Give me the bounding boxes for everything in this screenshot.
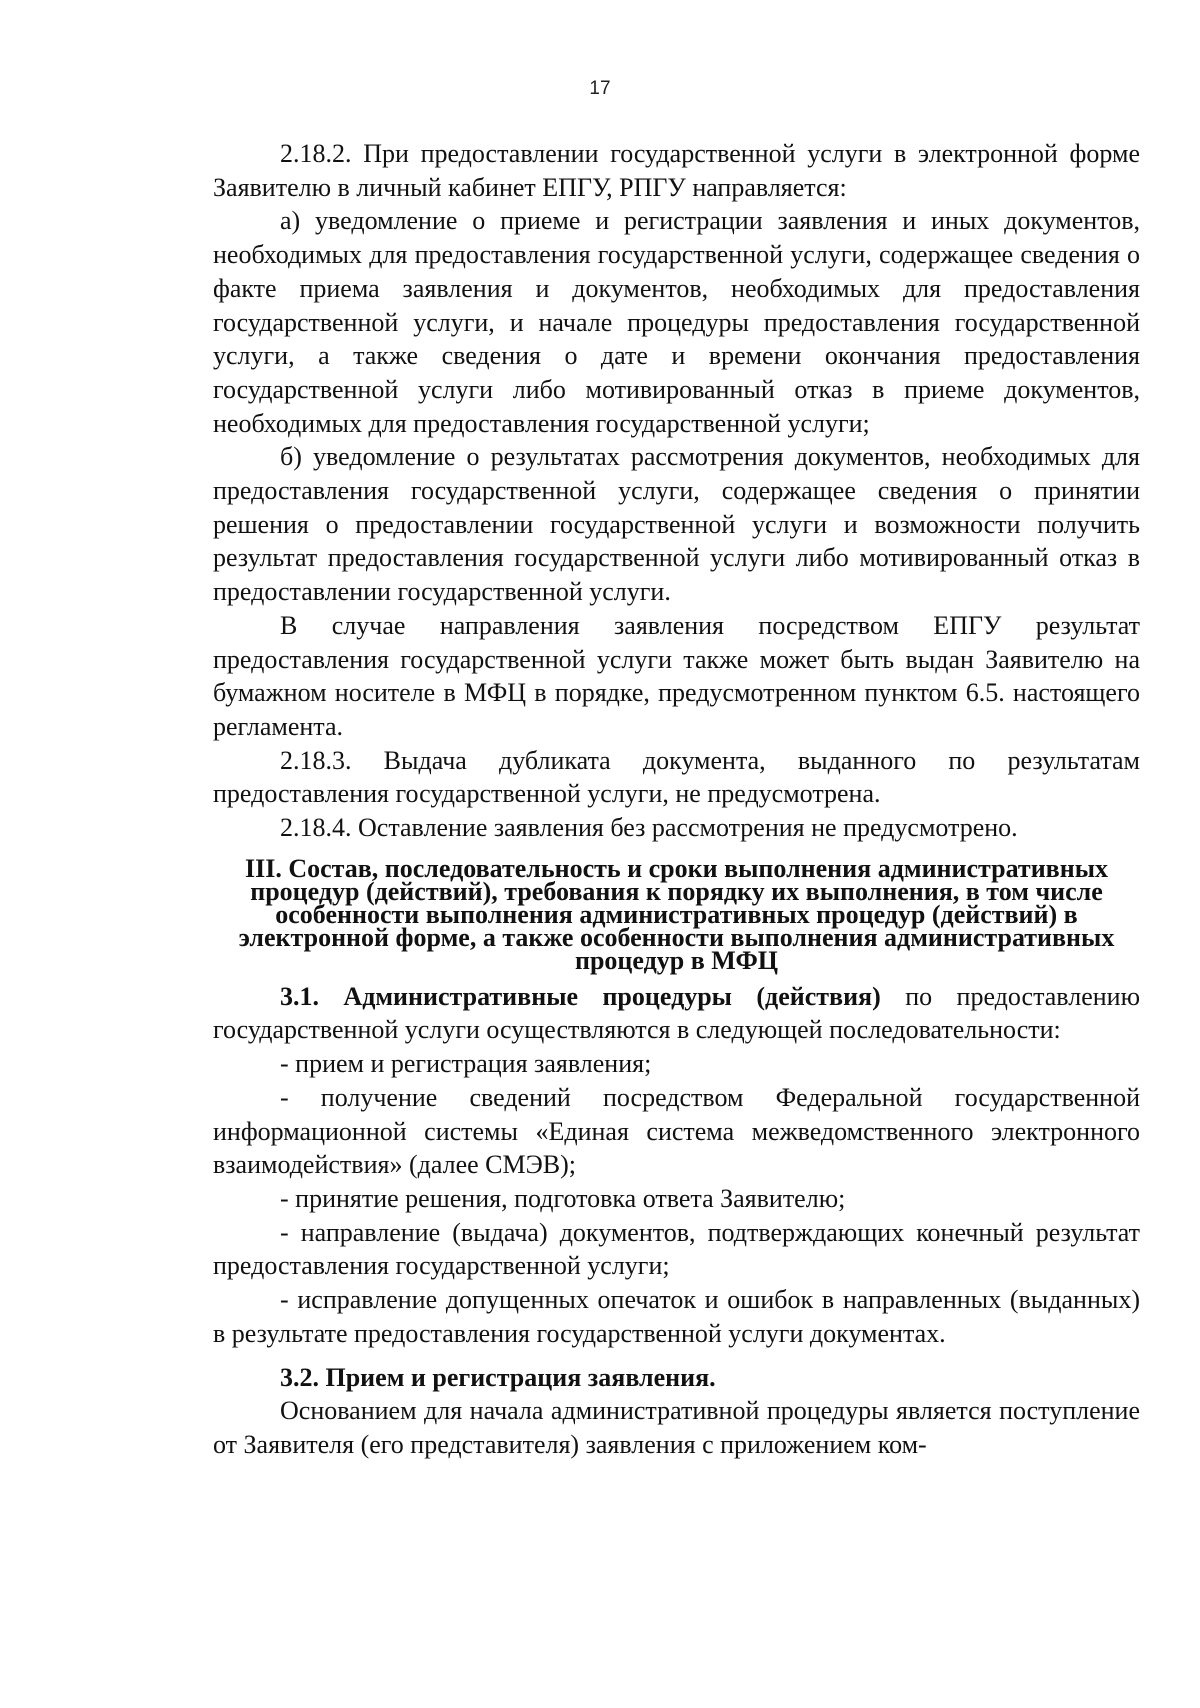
paragraph-3-2-basis: Основанием для начала административной процедуры является поступление от Заявителя (его представителя) заявления с приложением ком- <box>213 1396 1140 1459</box>
paragraph-item-b: б) уведомление о результатах рассмотрения документов, необходимых для предоставления государственной услуги, содержащее сведения о принятии решения о предоставлении государственной услуги и возможности получить результат предоставления государственной услуги либо мотивированный отказ в предоставлении государственной услуги. <box>213 442 1140 607</box>
clause-3-1-bold-lead: 3.1. Административные процедуры (действия) <box>280 981 881 1011</box>
subsection-heading-3-2: 3.2. Прием и регистрация заявления. <box>280 1362 716 1392</box>
paragraph-epgu-result: В случае направления заявления посредством ЕПГУ результат предоставления государственной услуги также может быть выдан Заявителю на бумажном носителе в МФЦ в порядке, предусмотренном пунктом 6.5. настоящего регламента. <box>213 610 1140 741</box>
page-number: 17 <box>589 78 611 99</box>
paragraph-2-18-3: 2.18.3. Выдача дубликата документа, выданного по результатам предоставления государственной услуги, не предусмотрена. <box>213 745 1140 809</box>
paragraph-2-18-4: 2.18.4. Оставление заявления без рассмотрения не предусмотрено. <box>280 813 1018 843</box>
list-item: - направление (выдача) документов, подтверждающих конечный результат предоставления государственной услуги; <box>213 1217 1140 1281</box>
list-item: - исправление допущенных опечаток и ошибок в направленных (выданных) в результате предоставления государственной услуги документах. <box>213 1285 1140 1348</box>
list-item: - получение сведений посредством Федеральной государственной информационной системы «Единая система межведомственного электронного взаимодействия» (далее СМЭВ); <box>213 1082 1140 1180</box>
paragraph-3-1 <box>213 980 1140 1047</box>
paragraph-2-18-2: 2.18.2. При предоставлении государственной услуги в электронной форме Заявителю в личный кабинет ЕПГУ, РПГУ направляется: <box>213 139 1140 202</box>
paragraph-item-a: а) уведомление о приеме и регистрации заявления и иных документов, необходимых для предоставления государственной услуги, содержащее сведения о факте приема заявления и документов, необходимых для предоставления государственной услуги, и начале процедуры предоставления государственной услуги, а также сведения о дате и времени окончания предоставления государственной услуги либо мотивированный отказ в приеме документов, необходимых для предоставления государственной услуги; <box>213 206 1140 438</box>
section-heading-iii: III. Состав, последовательность и сроки выполнения административных процедур (действий), требования к порядку их выполнения, в том числе особенности выполнения административных процедур (действий) в электронной форме, а также особенности выполнения административных процедур в МФЦ <box>238 853 1115 975</box>
list-item: - прием и регистрация заявления; <box>280 1049 652 1079</box>
clause-3-1-text: по предоставлению государственной услуги осуществляются в следующей последовательности: <box>213 981 1140 1045</box>
list-item: - принятие решения, подготовка ответа Заявителю; <box>280 1183 846 1213</box>
document-body <box>213 137 1140 1462</box>
